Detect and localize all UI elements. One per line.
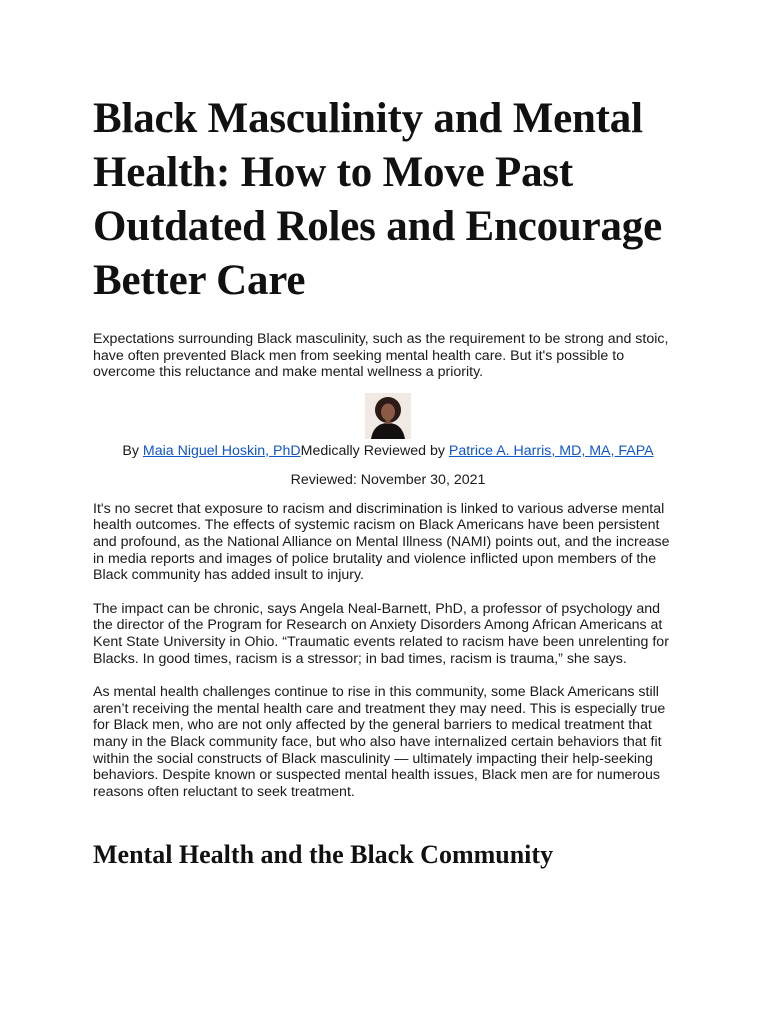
paragraph: The impact can be chronic, says Angela Neal-Barnett, PhD, a professor of psychology and the director of the Program for Research on Anxiety Disorders Among African Americans at Kent State University in Ohio. “Traumatic events related to racism have been unrelenting for Blacks. In good times, racism is a stressor; in bad times, racism is trauma,” she says. — [93, 600, 669, 667]
reviewed-date: Reviewed: November 30, 2021 — [290, 471, 486, 488]
byline-prefix: By — [122, 442, 143, 459]
paragraph: As mental health challenges continue to rise in this community, some Black Americans still aren’t receiving the mental health care and treatment they may need. This is especially true for Black men, who are not only affected by the general barriers to medical treatment that many in the Black community face, but who also have internalized certain behaviors that fit within the social constructs of Black masculinity — ultimately impacting their help-seeking behaviors. Despite known or suspected mental health issues, Black men are for numerous reasons often reluctant to seek treatment. — [93, 684, 666, 800]
paragraph: It's no secret that exposure to racism and discrimination is linked to various adverse mental health outcomes. The effects of systemic racism on Black Americans have been persistent and profound, as the National Alliance on Mental Illness (NAMI) points out, and the increase in media reports and images of police brutality and violence inflicted upon members of the Black community has added insult to injury. — [93, 500, 670, 584]
byline-block — [93, 393, 683, 488]
byline — [93, 443, 683, 459]
author-photo — [365, 393, 411, 439]
article — [93, 92, 683, 870]
reviewer-link[interactable]: Patrice A. Harris, MD, MA, FAPA — [448, 442, 654, 459]
article-dek: Expectations surrounding Black masculinity, such as the requirement to be strong and stoic, have often prevented Black men from seeking mental health care. But it's possible to overcome this reluctance and make mental wellness a priority. — [93, 331, 669, 381]
section-heading: Mental Health and the Black Community — [93, 840, 554, 870]
reviewed-by-prefix: Medically Reviewed by — [300, 442, 449, 459]
author-link[interactable]: Maia Niguel Hoskin, PhD — [142, 442, 301, 459]
author-portrait-icon — [365, 393, 411, 439]
article-title: Black Masculinity and Mental Health: How to Move Past Outdated Roles and Encourage Better Care — [93, 95, 662, 304]
